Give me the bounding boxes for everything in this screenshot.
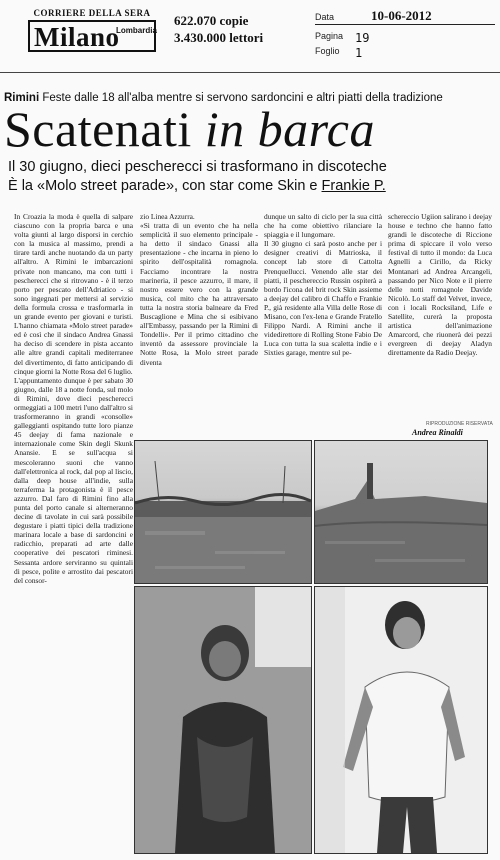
kicker-place: Rimini	[4, 92, 40, 104]
photo-man-portrait	[314, 586, 488, 854]
meta-page-row	[315, 31, 495, 46]
subhead-line-2-text: È la «Molo street parade», con star come Skin e	[8, 178, 322, 194]
edition-city: Milano	[34, 22, 120, 52]
photo-harbor-left-image	[135, 441, 311, 583]
header-rule	[0, 72, 500, 73]
photo-man-image	[315, 587, 487, 853]
rights-note: RIPRODUZIONE RISERVATA	[426, 421, 493, 427]
meta-divider	[315, 24, 495, 25]
meta-page-label: Pagina	[315, 31, 344, 41]
circulation-readers: 3.430.000 lettori	[174, 30, 264, 45]
photo-woman-portrait	[134, 586, 312, 854]
article-column-4: schereccio Ugiion salirano i deejay house e techno che hanno fatto grandi le discoteche di Riccione prima di spiccare il volo verso festival di tutto il mondo: da Luca Agnelli a Cirillo, da Ricky Montanari ad Andrea Arcangeli, passando per Nico Note e il pierre delle notti romagnole Davide Nicolò. Lo staff del Velvet, invece, con i locali Rocksiland, Life e Satellite, curerà la proposta artistica dell'animazione Amarcord, che riuonerà dei pezzi evergreen di deejay Aladyn direttamente da Radio Deejay.	[388, 212, 492, 358]
headline-part-a: Scatenati	[4, 101, 205, 157]
clipping-meta	[315, 8, 495, 68]
circulation-copies: 622.070 copie	[174, 13, 249, 28]
edition-region: Lombardia	[116, 26, 157, 35]
photo-harbor-left	[134, 440, 312, 584]
article-column-2: zio Linea Azzurra. «Si tratta di un evento che ha nella semplicità il suo elemento principale - ha detto il sindaco Gnassi alla presentazione - che incarna in pieno lo spirito dell'ospitalità romagnola. Facciamo incontrare la nostra marineria, il pesce azzurro, il mare, il nostro essere vero con la grande musica, col mito che ha attraversato tutta la nostra storia balneare da Fred Buscaglione e Mina che si esibivano all'Embassy, passando per la Rimini di Tondelli». Per il primo cittadino che inventò da assessore provinciale la Notte Rosa, la Molo street parade diventa	[140, 212, 258, 367]
subhead-line-1: Il 30 giugno, dieci pescherecci si trasformano in discoteche	[8, 159, 387, 175]
newspaper-brand: CORRIERE DELLA SERA	[33, 8, 151, 18]
meta-sheet-row	[315, 46, 495, 61]
photo-harbor-right-image	[315, 441, 487, 583]
meta-page-value: 19	[355, 31, 370, 45]
meta-sheet-value: 1	[355, 46, 363, 60]
article-column-1: In Croazia la moda è quella di salpare ciascuno con la propria barca e una volta giunti al largo disporsi in cerchio con la musica al massimo, prendi a tirare tardi anche nuotando da un party all'altro. A Rimini le imbarcazioni private non mancano, ma con tutti i pescherecci che si ritrovano - è il terzo porto per pescato dell'Adriatico - si sono ingegnati per mettersi al servizio della formula crossa e trasformarla in un grande evento per giovani e turisti. L'hanno chiamata «Molo street parade» ed è così che il sindaco Andrea Gnassi ha deciso di scendere in pista accanto alle altre grandi capitali mediterranee del divertimento, di fatto anticipando di cinque giorni la Notte Rosa del 6 luglio. L'appuntamento dunque è per sabato 30 giugno, dalle 18 a notte fonda, sul molo di Rimini, dove dieci pescherecci ormeggiati a 100 metri l'uno dall'altro si trasformeranno in grandi «consolle» galleggianti ospitando tutte loro pianze 45 deejay di fama nazionale e internazionale come Skin degli Skunk Anansie. E se sull'acqua si mescoleranno suoni che vanno dall'elettronica al rock, dal pop al liscio, dalla deep house all'indie, sulla terraferma la protagonista è il pesce azzurro. Dal faro di Rimini fino alla punta del porto canale si alterneranno decine di tavolate in cui sarà possibile degustare i piatti tipici della tradizione marinara locale a base di sardoncini e radicchio, preparati ad arte dalle cooperative dei pescatori riminesi. Sessanta ardore serviranno su quintali di pesce, polite e arrostito dai pescatori del consor-	[14, 212, 133, 585]
meta-date-label: Data	[315, 12, 335, 22]
circulation-info	[174, 12, 263, 46]
kicker-text: Feste dalle 18 all'alba mentre si servono sardoncini e altri piatti della tradizione	[42, 92, 443, 104]
article-column-3: dunque un salto di ciclo per la sua città che ha come obiettivo rilanciare la spiaggia e il lungomare. Il 30 giugno ci sarà posto anche per i designer creativi di Matrioska, il concept lab store di Cattolta Prenquellucci. Venendo alle star dei piatti, il peschereccio Russin ospiterà a bordo l'icona del brit rock Skin assieme a deejay del calibro di Chaffo e Frankie P., già residente alla Villa delle Rose di Misano, con l'ex-lena e Grande Fratello Filippo Nardi. A Rimini anche il videdirettore di Rolling Stone Fabio De Luca con tutta la sua scaletta indie e i Sixties garage, mentre sul pe-	[264, 212, 382, 358]
article-author: Andrea Rinaldi	[412, 428, 463, 437]
headline-part-b: in barca	[204, 101, 375, 157]
meta-sheet-label: Foglio	[315, 46, 340, 56]
article-subhead	[8, 158, 498, 196]
photo-woman-image	[135, 587, 311, 853]
subhead-line-2	[8, 177, 498, 196]
photo-harbor-right	[314, 440, 488, 584]
meta-date-value: 10-06-2012	[371, 8, 432, 23]
masthead	[28, 8, 156, 64]
subhead-line-2-name: Frankie P.	[321, 178, 386, 194]
article-headline	[4, 100, 496, 158]
